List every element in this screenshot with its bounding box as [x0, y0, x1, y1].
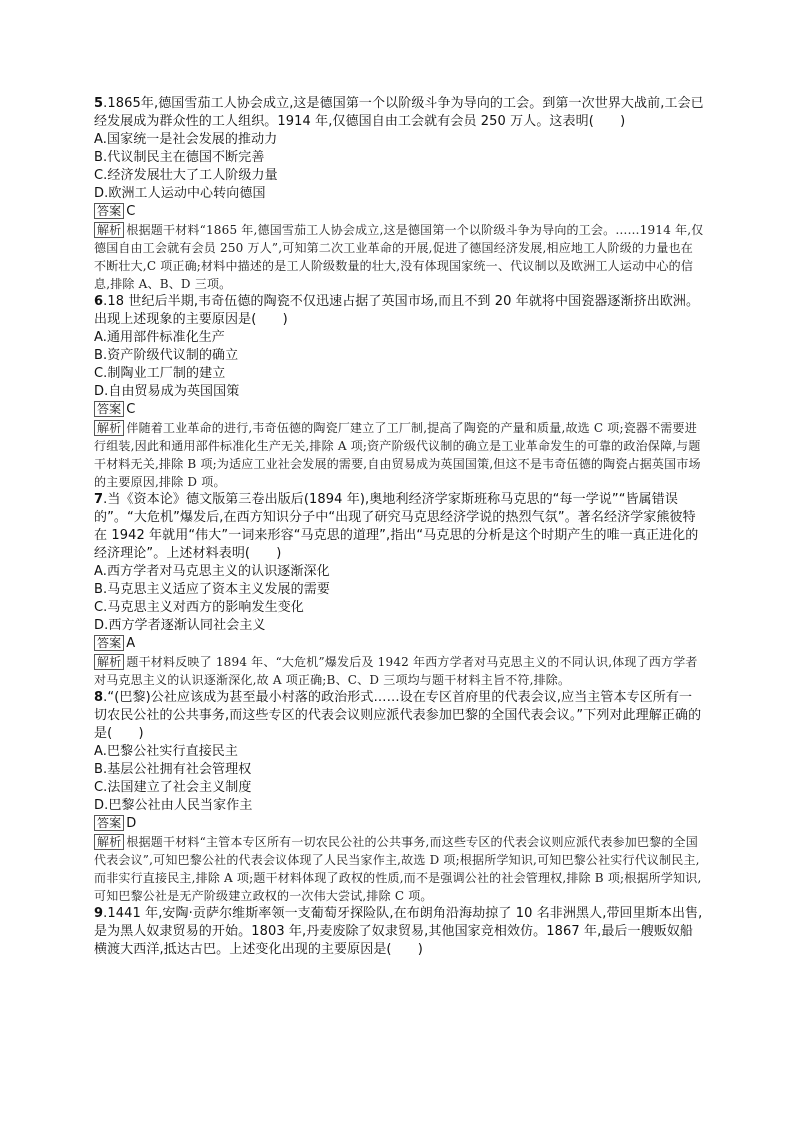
analysis-text: 题干材料反映了 1894 年、“大危机”爆发后及 1942 年西方学者对马克思主义的不同认识,体现了西方学者对马克思主义的认识逐渐深化,故 A 项正确;B、C、D 三项均与题干材料主旨不符,排除。 [94, 655, 698, 687]
worksheet-page [94, 95, 704, 959]
analysis-line [94, 221, 704, 293]
option-c: C.制陶业工厂制的建立 [94, 366, 226, 381]
analysis-tag: 解析 [94, 834, 124, 850]
answer-value: D [126, 816, 137, 831]
answer-line [94, 401, 704, 419]
answer-tag: 答案 [94, 815, 124, 831]
answer-value: C [126, 204, 136, 219]
question-stem: 5.1865年,德国雪茄工人协会成立,这是德国第一个以阶级斗争为导向的工会。到第一次世界大战前,工会已经发展成为群众性的工人组织。1914 年,仅德国自由工会就有会员 250 万人。这表明( ) [94, 96, 704, 129]
option-c: C.经济发展壮大了工人阶级力量 [94, 168, 278, 183]
question-stem: 7.当《资本论》德文版第三卷出版后(1894 年),奥地利经济学家斯班称马克思的“每一学说”“皆属错误的”。“大危机”爆发后,在西方知识分子中“出现了研究马克思经济学说的热烈气氛”。著名经济学家熊彼特在 1942 年就用“伟大”一词来形容“马克思的道理”,指出“马克思的分析是这个时期产生的唯一真正进化的经济理论”。上述材料表明( ) [94, 492, 699, 561]
analysis-tag: 解析 [94, 222, 124, 238]
option-a: A.巴黎公社实行直接民主 [94, 744, 238, 759]
analysis-line [94, 419, 704, 491]
question-stem: 8.“(巴黎)公社应该成为甚至最小村落的政治形式……设在专区首府里的代表会议,应当主管本专区所有一切农民公社的公共事务,而这些专区的代表会议则应派代表参加巴黎的全国代表会议。”下列对此理解正确的是( ) [94, 690, 702, 741]
answer-line [94, 203, 704, 221]
question-8 [94, 689, 704, 905]
option-d: D.西方学者逐渐认同社会主义 [94, 618, 266, 633]
question-stem: 9.1441 年,安陶·贡萨尔维斯率领一支葡萄牙探险队,在布朗角沿海劫掠了 10 名非洲黑人,带回里斯本出售,是为黑人奴隶贸易的开始。1803 年,丹麦废除了奴隶贸易,其他国家竞相效仿。1867 年,最后一艘贩奴船横渡大西洋,抵达古巴。上述变化出现的主要原因是( ) [94, 906, 703, 957]
question-9 [94, 905, 704, 959]
option-c: C.马克思主义对西方的影响发生变化 [94, 600, 304, 615]
option-b: B.基层公社拥有社会管理权 [94, 762, 252, 777]
question-7 [94, 491, 704, 689]
question-number: 7 [94, 492, 104, 507]
option-a: A.西方学者对马克思主义的认识逐渐深化 [94, 564, 330, 579]
analysis-text: 根据题干材料“1865 年,德国雪茄工人协会成立,这是德国第一个以阶级斗争为导向的工会。……1914 年,仅德国自由工会就有会员 250 万人”,可知第二次工业革命的开展,促进了德国经济发展,相应地工人阶级的力量也在不断壮大,C 项正确;材料中描述的是工人阶级数量的壮大,没有体现国家统一、代议制以及欧洲工人运动中心的信息,排除 A、B、D 三项。 [94, 223, 704, 291]
answer-tag: 答案 [94, 203, 124, 219]
answer-value: A [126, 636, 136, 651]
answer-tag: 答案 [94, 635, 124, 651]
option-a: A.通用部件标准化生产 [94, 330, 225, 345]
question-number: 5 [94, 96, 104, 111]
question-number: 8 [94, 690, 104, 705]
analysis-tag: 解析 [94, 654, 124, 670]
analysis-line [94, 833, 704, 905]
answer-line [94, 815, 704, 833]
option-d: D.巴黎公社由人民当家作主 [94, 798, 253, 813]
question-number: 9 [94, 906, 104, 921]
question-6 [94, 293, 704, 491]
analysis-text: 根据题干材料“主管本专区所有一切农民公社的公共事务,而这些专区的代表会议则应派代表参加巴黎的全国代表会议”,可知巴黎公社的代表会议体现了人民当家作主,故选 D 项;根据所学知识,可知巴黎公社实行代议制民主,而非实行直接民主,排除 A 项;题干材料体现了政权的性质,而不是强调公社的社会管理权,排除 B 项;根据所学知识,可知巴黎公社是无产阶级建立政权的一次伟大尝试,排除 C 项。 [94, 835, 702, 903]
option-d: D.自由贸易成为英国国策 [94, 384, 240, 399]
option-b: B.马克思主义适应了资本主义发展的需要 [94, 582, 330, 597]
analysis-tag: 解析 [94, 420, 124, 436]
question-stem: 6.18 世纪后半期,韦奇伍德的陶瓷不仅迅速占据了英国市场,而且不到 20 年就将中国瓷器逐渐挤出欧洲。出现上述现象的主要原因是( ) [94, 294, 700, 327]
answer-line [94, 635, 704, 653]
option-a: A.国家统一是社会发展的推动力 [94, 132, 278, 147]
analysis-text: 伴随着工业革命的进行,韦奇伍德的陶瓷厂建立了工厂制,提高了陶瓷的产量和质量,故选 C 项;瓷器不需要进行组装,因此和通用部件标准化生产无关,排除 A 项;资产阶级代议制的确立是工业革命发生的可靠的政治保障,与题干材料无关,排除 B 项;为适应工业社会发展的需要,自由贸易成为英国国策,但这不是韦奇伍德的陶瓷占据英国市场的主要原因,排除 D 项。 [94, 421, 701, 489]
answer-value: C [126, 402, 136, 417]
question-number: 6 [94, 294, 104, 309]
answer-tag: 答案 [94, 401, 124, 417]
question-5 [94, 95, 704, 293]
option-b: B.代议制民主在德国不断完善 [94, 150, 265, 165]
analysis-line [94, 653, 704, 689]
option-b: B.资产阶级代议制的确立 [94, 348, 239, 363]
option-c: C.法国建立了社会主义制度 [94, 780, 252, 795]
option-d: D.欧洲工人运动中心转向德国 [94, 186, 266, 201]
